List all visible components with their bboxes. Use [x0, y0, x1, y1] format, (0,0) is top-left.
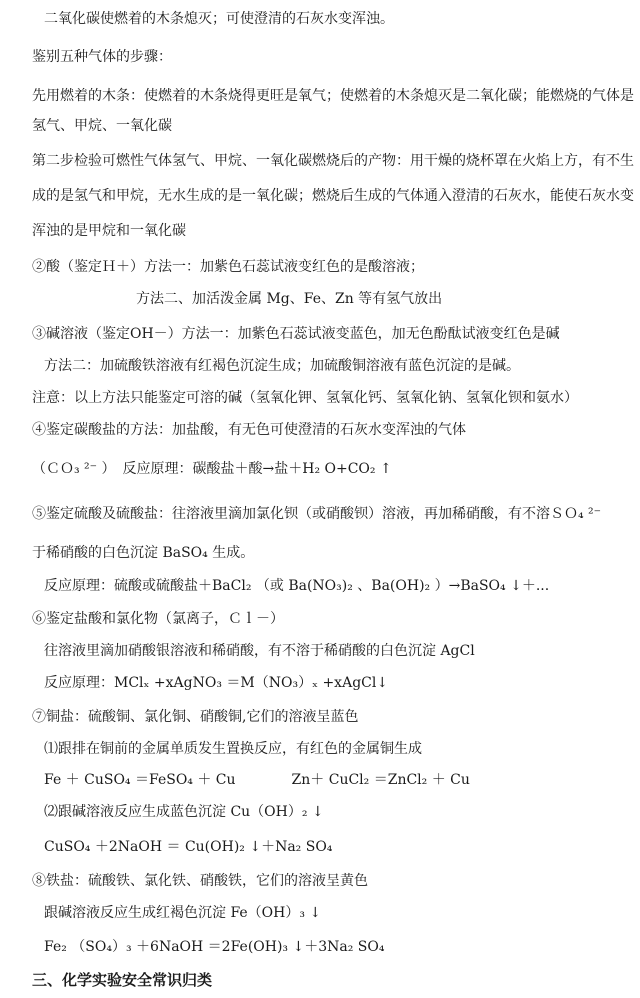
text-line: ②酸（鉴定Ｈ＋）方法一：加紫色石蕊试液变红色的是酸溶液； [32, 259, 424, 275]
text-line: （ＣＯ₃ ²⁻ ） 反应原理：碳酸盐＋酸→盐＋H₂ O+CO₂ ↑ [32, 461, 392, 477]
text-line: ⑦铜盐：硫酸铜、氯化铜、硝酸铜,它们的溶液呈蓝色 [32, 709, 359, 725]
text-line: 先用燃着的木条：使燃着的木条烧得更旺是氧气；使燃着的木条熄灭是二氧化碳；能燃烧的气体是 [32, 88, 634, 104]
text-line: 注意：以上方法只能鉴定可溶的碱（氢氧化钾、氢氧化钙、氢氧化钠、氢氧化钡和氨水） [32, 390, 578, 406]
text-line: 方法二、加活泼金属 Mg、Fe、Zn 等有氢气放出 [136, 291, 443, 307]
text-line: 反应原理：硫酸或硫酸盐＋BaCl₂ （或 Ba(NO₃)₂ 、Ba(OH)₂ ）→BaSO₄ ↓＋... [44, 578, 550, 594]
text-line: ③碱溶液（鉴定OH－）方法一：加紫色石蕊试液变蓝色，加无色酚酞试液变红色是碱 [32, 326, 560, 342]
text-line: ⑧铁盐：硫酸铁、氯化铁、硝酸铁，它们的溶液呈黄色 [32, 873, 368, 889]
section-heading: 三、化学实验安全常识归类 [32, 971, 213, 989]
text-line: 第二步检验可燃性气体氢气、甲烷、一氧化碳燃烧后的产物：用干燥的烧杯罩在火焰上方，有不生 [32, 153, 634, 169]
text-line: 反应原理：MClₓ +xAgNO₃ ＝M（NO₃）ₓ +xAgCl↓ [44, 675, 389, 691]
text-line: 成的是氢气和甲烷，无水生成的是一氧化碳；燃烧后生成的气体通入澄清的石灰水，能使石灰水变 [32, 188, 634, 204]
equation-line: Fe₂ （SO₄）₃ ＋6NaOH ＝2Fe(OH)₃ ↓＋3Na₂ SO₄ [44, 939, 385, 955]
equation-zn-cucl2: Zn＋ CuCl₂ ＝ZnCl₂ ＋ Cu [291, 772, 470, 788]
text-line: ⑤鉴定硫酸及硫酸盐：往溶液里滴加氯化钡（或硝酸钡）溶液，再加稀硝酸，有不溶ＳＯ₄ ²⁻ [32, 506, 602, 522]
text-line: 往溶液里滴加硝酸银溶液和稀硝酸，有不溶于稀硝酸的白色沉淀 AgCl [44, 643, 475, 659]
equation-line: CuSO₄ ＋2NaOH ＝ Cu(OH)₂ ↓＋Na₂ SO₄ [44, 839, 333, 855]
text-line: ⑥鉴定盐酸和氯化物（氯离子，Ｃｌ－） [32, 611, 284, 627]
equation-line [44, 771, 470, 789]
text-line: 跟碱溶液反应生成红褐色沉淀 Fe（OH）₃ ↓ [44, 905, 322, 921]
text-line: ⑴跟排在铜前的金属单质发生置换反应，有红色的金属铜生成 [44, 741, 422, 757]
text-line: ④鉴定碳酸盐的方法：加盐酸，有无色可使澄清的石灰水变浑浊的气体 [32, 422, 466, 438]
text-line: 于稀硝酸的白色沉淀 BaSO₄ 生成。 [32, 545, 255, 561]
text-line: 鉴别五种气体的步骤： [32, 49, 172, 65]
equation-fe-cuso4: Fe ＋ CuSO₄ ＝FeSO₄ ＋ Cu [44, 772, 236, 788]
text-line: 浑浊的是甲烷和一氧化碳 [32, 223, 186, 239]
text-line: ⑵跟碱溶液反应生成蓝色沉淀 Cu（OH）₂ ↓ [44, 804, 324, 820]
text-line: 方法二：加硫酸铁溶液有红褐色沉淀生成；加硫酸铜溶液有蓝色沉淀的是碱。 [44, 358, 520, 374]
text-line: 氢气、甲烷、一氧化碳 [32, 118, 172, 134]
text-line: 二氧化碳使燃着的木条熄灭；可使澄清的石灰水变浑浊。 [44, 11, 394, 27]
